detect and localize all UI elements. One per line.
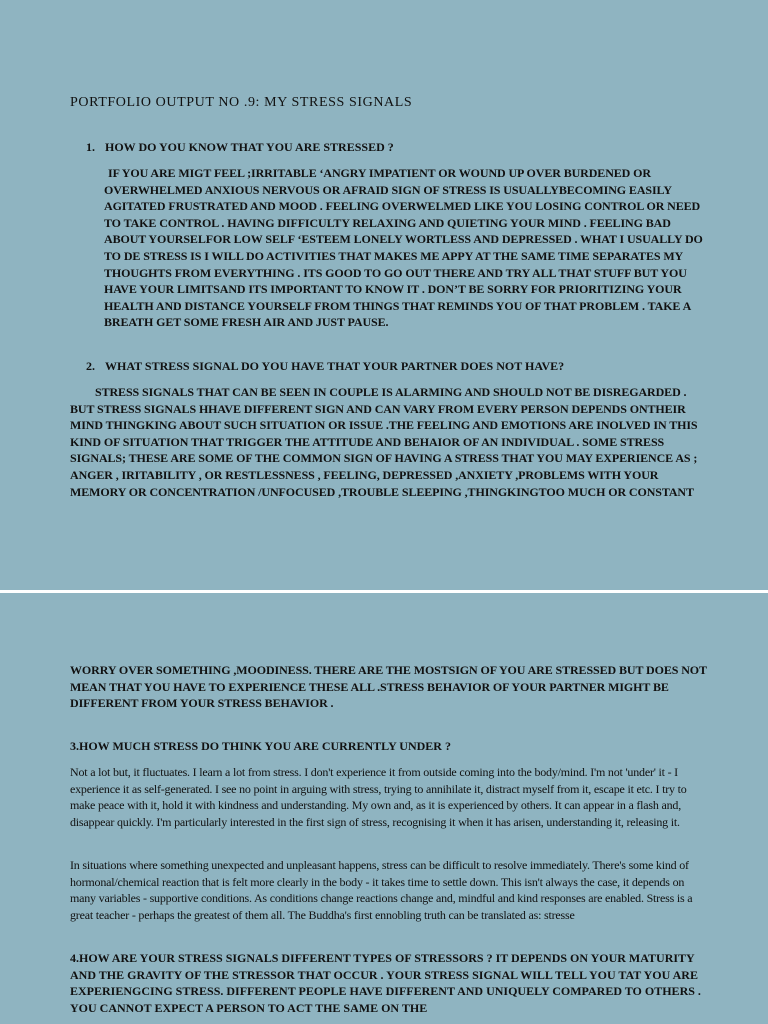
question-2-number: 2. (86, 359, 95, 373)
answer-2-paragraph: STRESS SIGNALS THAT CAN BE SEEN IN COUPLE IS ALARMING AND SHOULD NOT BE DISREGARDED . BUT STRESS SIGNALS HHAVE DIFFERENT SIGN AND CAN VARY FROM EVERY PERSON DEPENDS ONTHEIR MIND THINGKING ABOUT SUCH SITUATION OR ISSUE .THE FEELING AND EMOTIONS ARE INOLVED IN THIS KIND OF SITUATION THAT TRIGGER THE ATTITUDE AND BEHAIOR OF AN INDIVIDUAL . SOME STRESS SIGNALS; THESE ARE SOME OF THE COMMON SIGN OF HAVING A STRESS THAT YOU MAY EXPERIENCE AS ; ANGER , IRITABILITY , OR RESTLESSNESS , FEELING, DEPRESSED ,ANXIETY ,PROBLEMS WITH YOUR MEMORY OR CONCENTRATION /UNFOCUSED ,TROUBLE SLEEPING ,THINGKINGTOO MUCH OR CONSTANT (70, 385, 698, 499)
question-4-paragraph: 4.HOW ARE YOUR STRESS SIGNALS DIFFERENT TYPES OF STRESSORS ? IT DEPENDS ON YOUR MATURITY AND THE GRAVITY OF THE STRESSOR THAT OCCUR . YOUR STRESS SIGNAL WILL TELL YOU TAT YOU ARE EXPERIENGCING STRESS. DIFFERENT PEOPLE HAVE DIFFERENT AND UNIQUELY COMPARED TO OTHERS . YOU CANNOT EXPECT A PERSON TO ACT THE SAME ON THE (70, 951, 701, 1015)
question-1 (86, 139, 394, 156)
answer-1-paragraph: IF YOU ARE MIGT FEEL ;IRRITABLE ‘ANGRY IMPATIENT OR WOUND UP OVER BURDENED OR OVERWHELMED ANXIOUS NERVOUS OR AFRAID SIGN OF STRESS IS USUALLYBECOMING EASILY AGITATED FRUSTRATED AND MOOD . FEELING OVERWELMED LIKE YOU LOSING CONTROL OR NEED TO TAKE CONTROL . HAVING DIFFICULTY RELAXING AND QUIETING YOUR MIND . FEELING BAD ABOUT YOURSELFOR LOW SELF ‘ESTEEM LONELY WORTLESS AND DEPRESSED . WHAT I USUALLY DO TO DE STRESS IS I WILL DO ACTIVITIES THAT MAKES ME APPY AT THE SAME TIME SEPARATES MY THOUGHTS FROM EVERYTHING . ITS GOOD TO GO OUT THERE AND TRY ALL THAT STUFF BUT YOU HAVE YOUR LIMITSAND ITS IMPORTANT TO KNOW IT . DON’T BE SORRY FOR PRIORITIZING YOUR HEALTH AND DISTANCE YOURSELF FROM THINGS THAT REMINDS YOU OF THAT PROBLEM . TAKE A BREATH GET SOME FRESH AIR AND JUST PAUSE. (104, 166, 703, 330)
page-title: PORTFOLIO OUTPUT NO .9: MY STRESS SIGNALS (70, 95, 413, 110)
document-page-2 (0, 593, 768, 1024)
question-3: 3.HOW MUCH STRESS DO THINK YOU ARE CURRENTLY UNDER ? (70, 739, 451, 753)
question-2 (86, 358, 564, 375)
question-1-number: 1. (86, 140, 95, 154)
question-2-text: WHAT STRESS SIGNAL DO YOU HAVE THAT YOUR PARTNER DOES NOT HAVE? (105, 359, 565, 373)
answer-3-paragraph-1: Not a lot but, it fluctuates. I learn a lot from stress. I don't experience it from outside coming into the body/mind. I'm not 'under' it - I experience it as self-generated. I see no point in arguing with stress, trying to annihilate it, distract myself from it, escape it etc. I try to make peace with it, hold it with kindness and understanding. My own and, as it is experienced by others. It can appear in a flash and, disappear quickly. I'm particularly interested in the first sign of stress, recognising it when it has arisen, understanding it, releasing it. (70, 765, 687, 829)
answer-2-continuation: WORRY OVER SOMETHING ,MOODINESS. THERE ARE THE MOSTSIGN OF YOU ARE STRESSED BUT DOES NOT MEAN THAT YOU HAVE TO EXPERIENCE THESE ALL .STRESS BEHAVIOR OF YOUR PARTNER MIGHT BE DIFFERENT FROM YOUR STRESS BEHAVIOR . (70, 663, 707, 711)
answer-3-paragraph-2: In situations where something unexpected and unpleasant happens, stress can be difficult to resolve immediately. There's some kind of hormonal/chemical reaction that is felt more clearly in the body - it takes time to settle down. This isn't always the case, it depends on many variables - supportive conditions. As conditions change reactions change and, mindful and kind responses are enabled. Stress is a great teacher - perhaps the greatest of them all. The Buddha's first ennobling truth can be translated as: stresse (70, 858, 693, 922)
question-1-text: HOW DO YOU KNOW THAT YOU ARE STRESSED ? (105, 140, 394, 154)
